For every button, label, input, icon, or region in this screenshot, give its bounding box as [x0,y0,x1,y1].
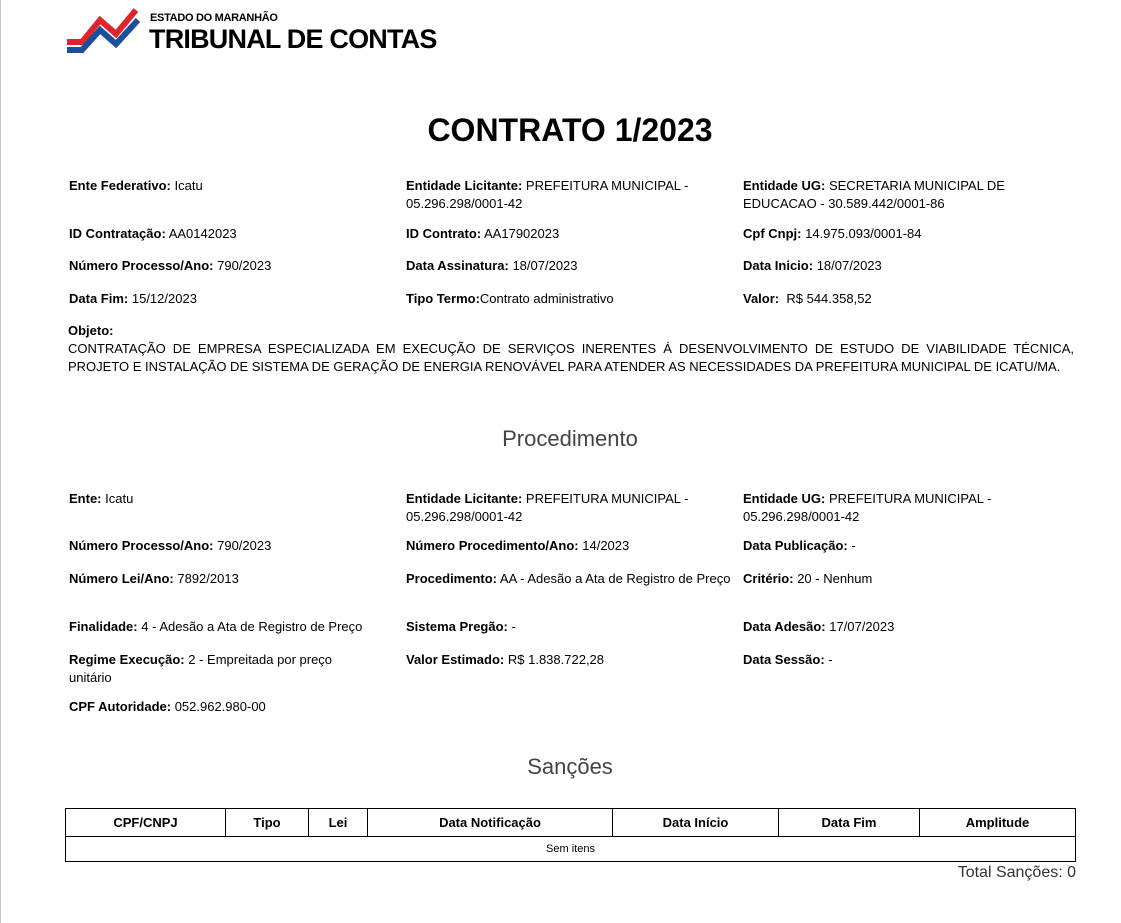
column-header: Data Início [613,809,779,837]
field-numero-lei: Número Lei/Ano: 7892/2013 [69,571,239,586]
field-cpf-autoridade: CPF Autoridade: 052.962.980-00 [69,699,266,714]
table-row [66,837,1076,862]
column-header: Data Notificação [368,809,613,837]
field-proc-entidade-licitante: Entidade Licitante: PREFEITURA MUNICIPAL - 05.296.298/0001-42 [406,491,689,524]
column-header: CPF/CNPJ [66,809,226,837]
logo [66,4,436,56]
field-numero-processo: Número Processo/Ano: 790/2023 [69,258,272,273]
column-header: Tipo [226,809,309,837]
field-data-publicacao: Data Publicação: - [743,538,856,553]
field-ente-federativo: Ente Federativo: Icatu [69,178,203,193]
logo-state-text: ESTADO DO MARANHÃO [150,12,278,24]
section-title-procedimento: Procedimento [502,426,638,451]
field-data-inicio: Data Inicio: 18/07/2023 [743,258,882,273]
field-procedimento: Procedimento: AA - Adesão a Ata de Registro de Preço [406,571,731,586]
field-ente: Ente: Icatu [69,491,134,506]
column-header: Amplitude [920,809,1076,837]
field-data-sessao: Data Sessão: - [743,652,833,667]
field-cpf-cnpj: Cpf Cnpj: 14.975.093/0001-84 [743,226,922,241]
objeto-text: CONTRATAÇÃO DE EMPRESA ESPECIALIZADA EM EXECUÇÃO DE SERVIÇOS INERENTES Á DESENVOLVIMENTO DE ESTUDO DE VIABILIDADE TÉCNICA, PROJETO E INSTALAÇÃO DE SISTEMA DE GERAÇÃO DE ENERGIA RENOVÁVEL PARA ATENDER AS NECESSIDADES DA PREFEITURA MUNICIPAL DE ICATU/MA. [68,341,1074,374]
field-data-assinatura: Data Assinatura: 18/07/2023 [406,258,578,273]
objeto-label: Objeto: [68,323,114,338]
section-title-sancoes: Sanções [527,754,613,779]
field-valor: Valor: R$ 544.358,52 [743,291,872,306]
field-id-contratacao: ID Contratação: AA0142023 [69,226,237,241]
column-header: Data Fim [779,809,920,837]
column-header: Lei [309,809,368,837]
logo-name-text: TRIBUNAL DE CONTAS [149,24,437,54]
field-entidade-ug: Entidade UG: SECRETARIA MUNICIPAL DE EDUCACAO - 30.589.442/0001-86 [743,178,1005,211]
field-proc-numero-processo: Número Processo/Ano: 790/2023 [69,538,272,553]
field-regime-execucao: Regime Execução: 2 - Empreitada por preço unitário [69,652,333,685]
sancoes-table [65,808,1076,862]
table-header-row [66,809,1076,837]
field-entidade-licitante: Entidade Licitante: PREFEITURA MUNICIPAL - 05.296.298/0001-42 [406,178,689,211]
field-valor-estimado: Valor Estimado: R$ 1.838.722,28 [406,652,605,667]
field-tipo-termo: Tipo Termo:Contrato administrativo [406,291,614,306]
field-numero-procedimento: Número Procedimento/Ano: 14/2023 [406,538,630,553]
field-proc-entidade-ug: Entidade UG: PREFEITURA MUNICIPAL - 05.296.298/0001-42 [743,491,992,524]
logo-mark-icon [66,4,148,56]
field-criterio: Critério: 20 - Nenhum [743,571,873,586]
field-finalidade: Finalidade: 4 - Adesão a Ata de Registro de Preço [69,619,363,634]
field-sistema-pregao: Sistema Pregão: - [406,619,516,634]
total-sancoes: Total Sanções: 0 [957,864,1076,881]
field-data-fim: Data Fim: 15/12/2023 [69,291,197,306]
page-title: CONTRATO 1/2023 [427,112,713,148]
field-data-adesao: Data Adesão: 17/07/2023 [743,619,895,634]
field-objeto [68,322,1074,376]
empty-message: Sem itens [66,837,1076,862]
field-id-contrato: ID Contrato: AA17902023 [406,226,560,241]
